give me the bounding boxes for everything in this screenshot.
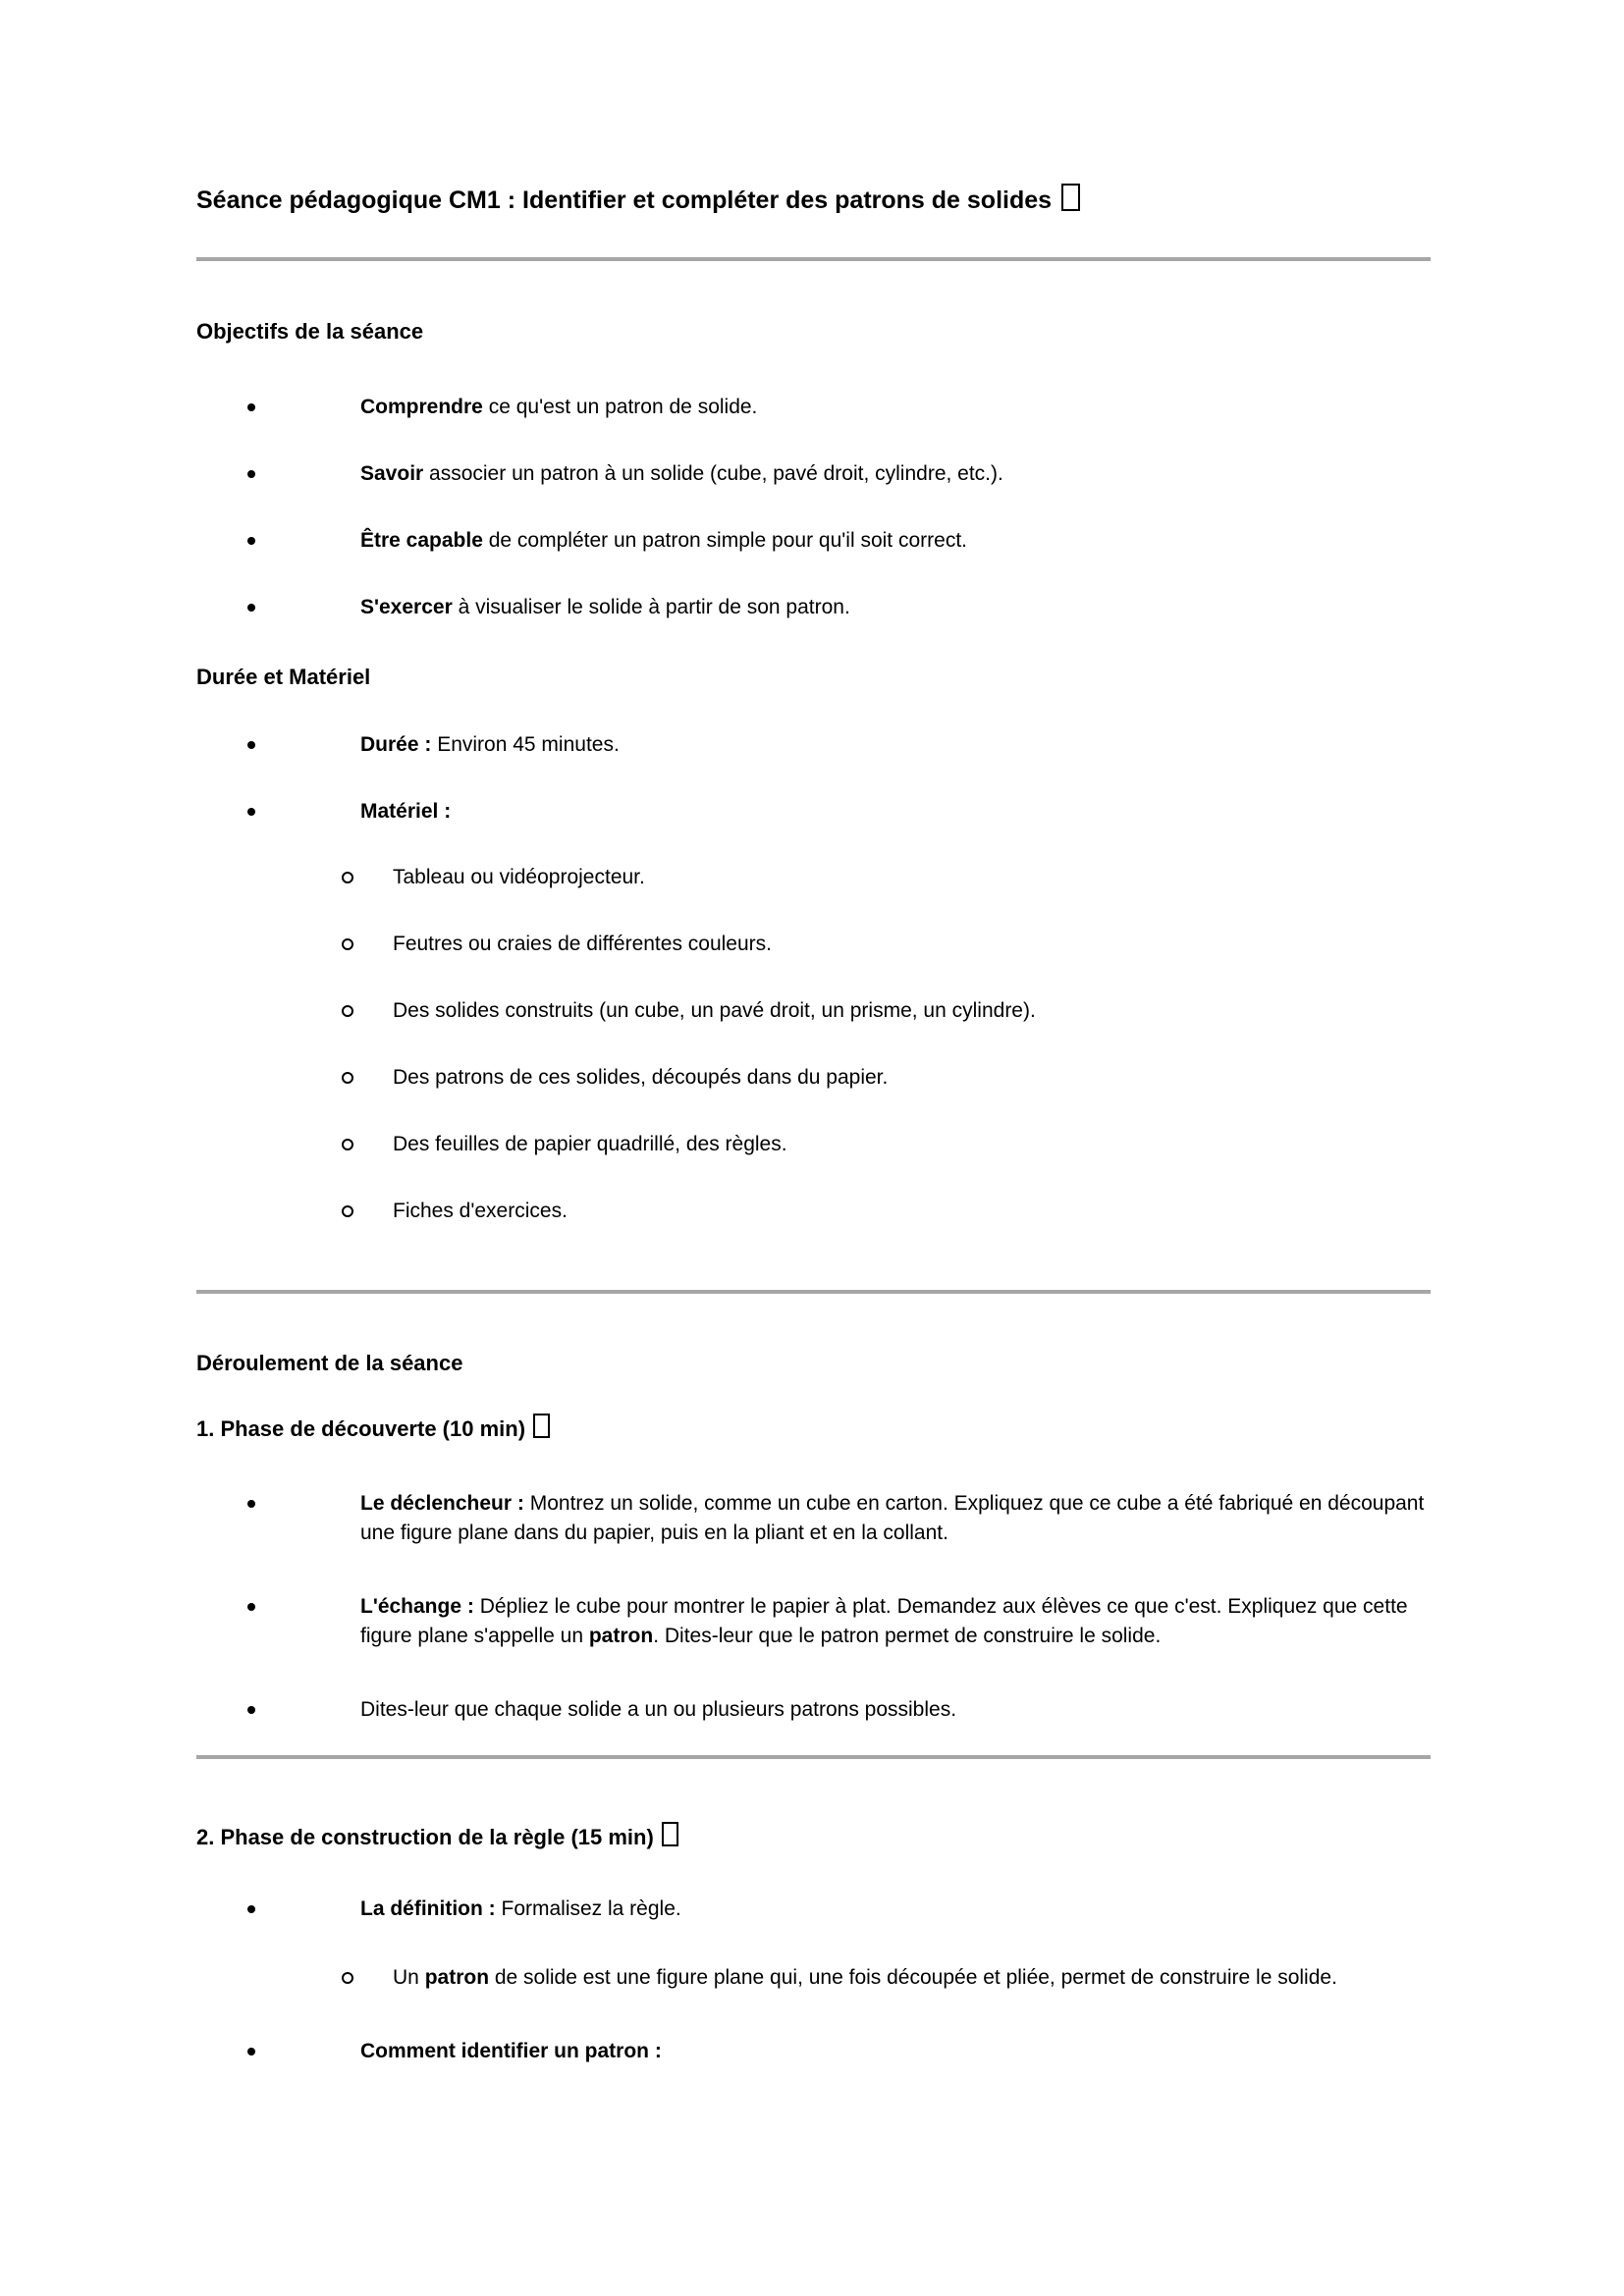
list-item: Tableau ou vidéoprojecteur. <box>196 863 1431 892</box>
list-item <box>196 526 1431 556</box>
phase2-list <box>196 1895 1431 2066</box>
item-bold-text: Comprendre <box>360 396 483 418</box>
list-item <box>196 393 1431 422</box>
missing-emoji-icon <box>533 1414 550 1438</box>
phase2-heading-text: 2. Phase de construction de la règle (15 min) <box>196 1825 654 1849</box>
horizontal-rule <box>196 1290 1431 1294</box>
item-text: de solide est une figure plane qui, une fois découpée et pliée, permet de construire le solide. <box>489 1966 1337 1989</box>
section-heading-objectifs: Objectifs de la séance <box>196 319 424 344</box>
missing-emoji-icon <box>662 1822 678 1846</box>
item-text: . Dites-leur que le patron permet de construire le solide. <box>653 1625 1162 1647</box>
document-title-text: Séance pédagogique CM1 : Identifier et compléter des patrons de solides <box>196 187 1053 214</box>
item-text: Dépliez le cube pour montrer le papier à plat. Demandez aux élèves ce que c'est. Expliquez que cette figure plane s'appelle un <box>360 1595 1408 1647</box>
item-text: de compléter un patron simple pour qu'il soit correct. <box>482 529 967 552</box>
phase1-list <box>196 1489 1431 1725</box>
list-item <box>196 1489 1431 1548</box>
item-bold-text: patron <box>424 1966 490 1989</box>
list-item <box>196 1963 1431 1993</box>
materiel-sublist <box>196 863 1431 1226</box>
item-bold-text: Comment identifier un patron : <box>360 2040 662 2062</box>
section-heading-duree-materiel: Durée et Matériel <box>196 665 371 689</box>
item-text: Un <box>393 1966 425 1989</box>
list-item <box>196 2037 1431 2066</box>
item-bold-text: Durée : <box>360 733 432 756</box>
item-text: ce qu'est un patron de solide. <box>482 396 758 418</box>
document-title <box>196 183 1431 218</box>
item-bold-text: Être capable <box>360 529 483 552</box>
list-item <box>196 797 1431 1226</box>
duree-materiel-list <box>196 730 1431 1226</box>
list-item: Fiches d'exercices. <box>196 1197 1431 1226</box>
item-text: Formalisez la règle. <box>495 1897 681 1920</box>
objectifs-list <box>196 393 1431 622</box>
horizontal-rule <box>196 1755 1431 1759</box>
section-heading-deroulement: Déroulement de la séance <box>196 1351 463 1375</box>
item-bold-text: S'exercer <box>360 596 453 618</box>
list-item: Feutres ou craies de différentes couleurs. <box>196 930 1431 959</box>
definition-sublist <box>196 1963 1431 1993</box>
list-item: Des feuilles de papier quadrillé, des règles. <box>196 1130 1431 1159</box>
list-item <box>196 1695 1431 1725</box>
item-text: Dites-leur que chaque solide a un ou plusieurs patrons possibles. <box>360 1698 957 1721</box>
list-item <box>196 730 1431 760</box>
horizontal-rule <box>196 257 1431 261</box>
item-bold-text: Le déclencheur : <box>360 1492 524 1515</box>
missing-emoji-icon <box>1061 184 1080 211</box>
list-item <box>196 459 1431 489</box>
item-text: associer un patron à un solide (cube, pavé droit, cylindre, etc.). <box>423 462 1003 485</box>
item-text: Environ 45 minutes. <box>431 733 620 756</box>
item-bold-text: L'échange : <box>360 1595 474 1618</box>
item-bold-text: patron <box>588 1625 654 1647</box>
list-item <box>196 593 1431 622</box>
item-text: Montrez un solide, comme un cube en carton. Expliquez que ce cube a été fabriqué en découpant une figure plane dans du papier, puis en la pliant et en la collant. <box>360 1492 1425 1544</box>
phase2-heading <box>196 1822 1431 1853</box>
item-bold-text: La définition : <box>360 1897 496 1920</box>
list-item <box>196 1895 1431 1993</box>
list-item: Des solides construits (un cube, un pavé droit, un prisme, un cylindre). <box>196 996 1431 1026</box>
item-bold-text: Matériel : <box>360 800 452 823</box>
item-text: à visualiser le solide à partir de son patron. <box>452 596 850 618</box>
phase1-heading-text: 1. Phase de découverte (10 min) <box>196 1416 526 1441</box>
list-item <box>196 1592 1431 1651</box>
phase1-heading <box>196 1414 1431 1445</box>
item-bold-text: Savoir <box>360 462 424 485</box>
list-item: Des patrons de ces solides, découpés dans du papier. <box>196 1063 1431 1093</box>
